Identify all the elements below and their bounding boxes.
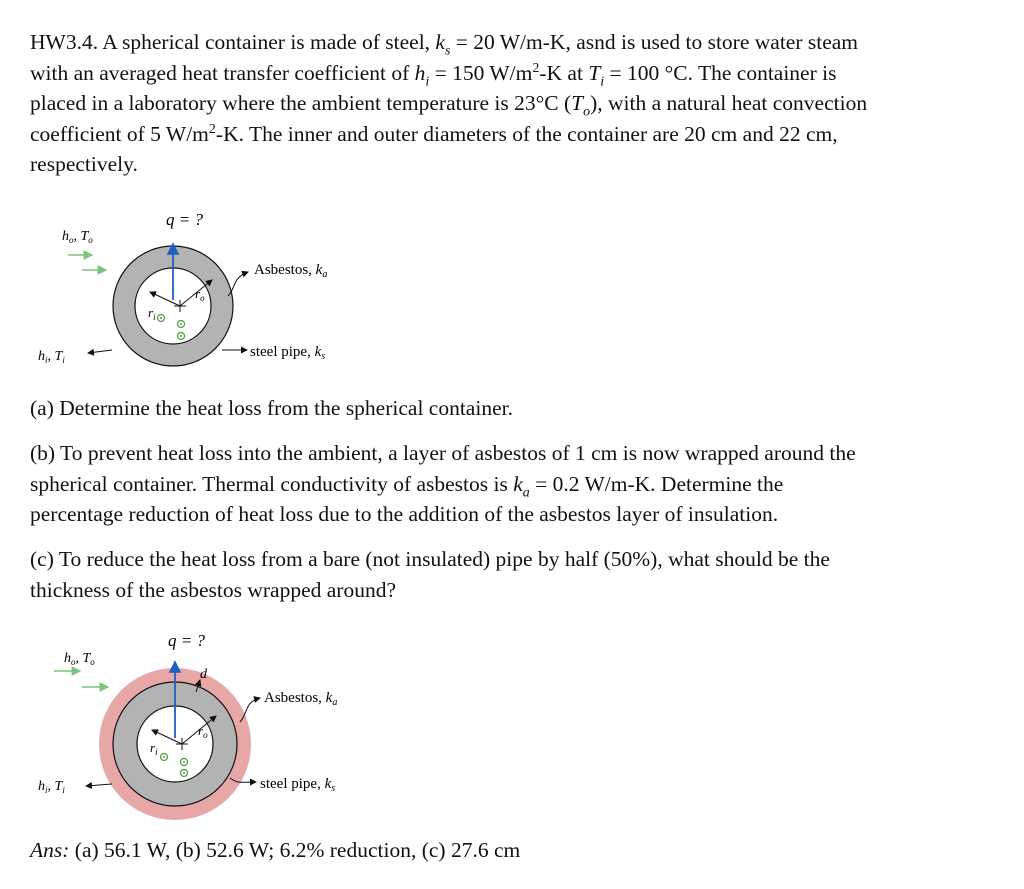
sep: , [47,349,55,364]
text: steel pipe, [250,344,315,360]
var: r [150,740,156,755]
var: T [80,229,89,244]
sub: o [203,730,208,740]
sup: 2 [208,121,216,137]
part-b [30,438,990,530]
part-b-line-1: (b) To prevent heat loss into the ambient, a layer of asbestos of 1 cm is now wrapped around the [30,441,856,465]
part-b-line-2 [30,469,990,500]
sub: i [45,355,48,365]
part-a [30,393,990,424]
var: T [571,91,584,115]
figure-bare-container [0,200,420,400]
var: T [82,651,91,666]
sub: i [600,73,605,89]
sub: o [69,235,74,245]
answer-text: (a) 56.1 W, (b) 52.6 W; 6.2% reduction, (c) 27.6 cm [69,838,521,862]
part-c-line-1: (c) To reduce the heat loss from a bare (not insulated) pipe by half (50%), what should be the [30,547,830,571]
sub: s [444,43,451,59]
sub: i [155,747,158,757]
var: h [38,779,45,794]
text: Asbestos, [264,690,326,706]
part-a-text: (a) Determine the heat loss from the spherical container. [30,396,513,420]
steel-label [250,344,325,362]
text: -K at [539,60,589,85]
fluid-marker-icon [180,335,182,337]
steel-label [260,776,335,794]
asbestos-label [264,690,337,708]
part-c-line-2: thickness of the asbestos wrapped around? [30,577,396,602]
problem-line-1 [30,27,990,58]
text: A spherical container is made of steel, [102,30,436,54]
sub: i [45,785,48,795]
inner-condition-label [38,349,65,365]
var: h [38,349,45,364]
sub: a [332,697,338,708]
var: T [588,60,601,85]
q-label: q = ? [168,631,205,650]
asbestos-label [254,262,327,280]
sub: o [71,657,76,667]
text: = 20 W/m-K, asnd is used to store water steam [450,30,859,54]
d-label: d [200,667,207,682]
var: k [324,776,332,792]
text: = 150 W/m [429,60,533,85]
inner-leader [86,784,112,786]
sub: s [331,783,336,794]
problem-line-4 [30,119,990,150]
inner-condition-label [38,779,65,795]
fluid-marker-icon [163,756,165,758]
sub: o [88,235,93,245]
problem-line-5: respectively. [30,152,138,176]
asbestos-leader [240,698,260,722]
var: k [315,262,323,278]
sep: , [47,779,55,794]
sep: , [73,229,81,244]
sub: i [153,312,156,322]
text: ), with a natural heat convection [590,91,868,115]
fluid-marker-icon [183,772,185,774]
var: k [325,690,333,706]
sub: o [90,657,95,667]
text: placed in a laboratory where the ambient temperature is 23°C ( [30,91,572,115]
answer-label: Ans: [30,838,70,862]
sub: o [583,104,591,120]
var: r [148,305,154,320]
sup: 2 [532,60,540,76]
text: -K. The inner and outer diameters of the container are 20 cm and 22 cm, [215,121,838,146]
var: h [414,60,426,85]
part-b-line-3: percentage reduction of heat loss due to the addition of the asbestos layer of insulation. [30,502,779,526]
var: k [513,471,523,496]
inner-leader [88,350,112,353]
sub: a [322,269,328,280]
text: = 0.2 W/m-K. Determine the [529,471,784,496]
outer-condition-label [62,229,93,245]
sep: , [75,651,83,666]
answer-line [30,838,520,863]
var: h [64,651,71,666]
sub: i [425,73,430,89]
sub: s [321,351,326,362]
asbestos-leader [228,272,248,296]
sub: a [522,484,530,500]
var: T [54,779,63,794]
sub: i [62,355,65,365]
fluid-marker-icon [180,323,182,325]
text: = 100 °C. The container is [604,60,837,85]
figure-insulated-container [0,622,420,832]
text: Asbestos, [254,262,316,278]
problem-id: HW3.4. [30,30,99,54]
sub: o [200,293,205,303]
var: r [198,723,204,738]
text: spherical container. Thermal conductivity of asbestos is [30,471,514,496]
problem-line-3 [30,88,990,119]
sub: i [62,785,65,795]
text: coefficient of 5 W/m [30,121,209,146]
var: h [62,229,69,244]
var: r [195,286,201,301]
problem-line-2 [30,58,990,89]
var: k [435,30,445,54]
q-label: q = ? [166,210,203,229]
var: T [54,349,63,364]
fluid-marker-icon [183,761,185,763]
fluid-marker-icon [160,317,162,319]
var: k [314,344,322,360]
text: with an averaged heat transfer coefficient of [30,60,415,85]
text: steel pipe, [260,776,325,792]
part-c [30,544,990,605]
problem-statement [30,27,990,180]
outer-condition-label [64,651,95,667]
